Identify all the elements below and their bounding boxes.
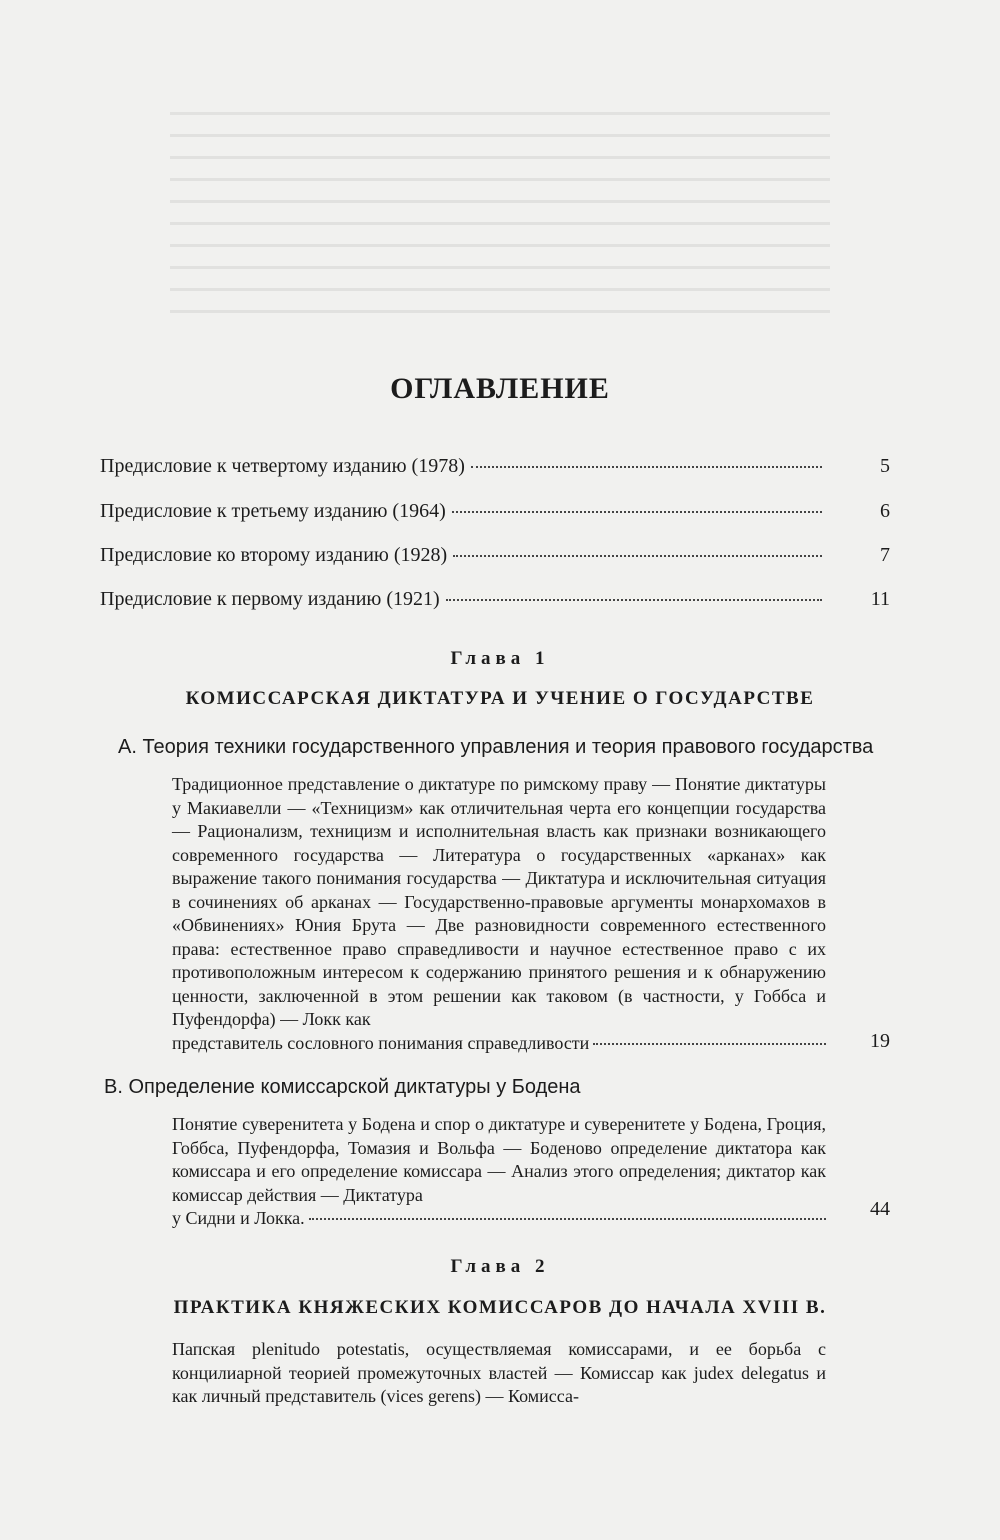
section-a-text: Традиционное представление о диктатуре по римскому праву — Понятие диктатуры у Макиавелли — «Техницизм» как отличительная черта его концепции государства — Рационализм, техницизм и исполнительная власть как признаки возникающего современного государства — Литература о государственных «арканах» как выражение такого понимания государства — Диктатура и исключительная ситуация в сочинениях об арканах — Государственно-правовые аргументы монархомахов в «Обвинениях» Юния Брута — Две разновидности современного естественного права: естественное право справедливости и научное естественное право с их противоположным интересом к содержанию принятого решения и к обнаружению ценности, заключенной в этом решении как таковом (в частности, у Гоббса и Пуфендорфа) — Локк как	[172, 774, 826, 1029]
section-a-summary	[172, 773, 826, 1055]
dot-leader	[309, 1218, 826, 1220]
toc-entry-label: Предисловие к четвертому изданию (1978)	[100, 455, 465, 477]
chapter-1-label: Глава 1	[450, 648, 550, 669]
dot-leader	[471, 465, 822, 468]
toc-entry-page: 11	[870, 588, 890, 610]
dot-leader	[453, 554, 822, 557]
toc-entry-page: 7	[880, 544, 890, 566]
toc-entry-label: Предисловие к первому изданию (1921)	[100, 588, 440, 610]
section-b-tail-line	[172, 1207, 826, 1231]
page-title: ОГЛАВЛЕНИЕ	[390, 372, 610, 405]
toc-entry-label: Предисловие к третьему изданию (1964)	[100, 500, 446, 522]
toc-entry	[100, 544, 890, 574]
chapter-2-summary	[172, 1338, 826, 1409]
section-b-page: 44	[870, 1198, 890, 1220]
section-a-page: 19	[870, 1030, 890, 1052]
dot-leader	[593, 1043, 826, 1045]
toc-entry	[100, 455, 890, 485]
dot-leader	[446, 598, 822, 601]
section-a-tail-text: представитель сословного понимания справедливости	[172, 1032, 590, 1053]
toc-entry	[100, 588, 890, 618]
toc-entry-page: 5	[880, 455, 890, 477]
section-a-heading: А. Теория техники государственного управления и теория правового государства	[118, 736, 874, 758]
section-b-text: Понятие суверенитета у Бодена и спор о диктатуре и суверенитете у Бодена, Гроция, Гоббса, Пуфендорфа, Томазия и Вольфа — Боденово определение диктатора как комиссара и его определение комиссара — Анализ этого определения; диктатор как комиссар действия — Диктатура	[172, 1114, 826, 1205]
bleed-through-text	[170, 112, 830, 342]
chapter-2-label: Глава 2	[450, 1256, 550, 1277]
section-a-tail-line	[172, 1032, 826, 1056]
section-b-summary	[172, 1113, 826, 1231]
toc-entry	[100, 500, 890, 530]
section-b-tail-text: у Сидни и Локка.	[172, 1208, 305, 1228]
chapter-2-text: Папская plenitudo potestatis, осуществляемая комиссарами, и ее борьба с концилиарной теорией промежуточных властей — Комиссар как judex delegatus и как личный представитель (vices gerens) — Комисса-	[172, 1339, 826, 1406]
toc-entry-page: 6	[880, 500, 890, 522]
dot-leader	[452, 510, 822, 513]
chapter-1-title: КОМИССАРСКАЯ ДИКТАТУРА И УЧЕНИЕ О ГОСУДАРСТВЕ	[185, 688, 815, 709]
chapter-2-title: ПРАКТИКА КНЯЖЕСКИХ КОМИССАРОВ ДО НАЧАЛА XVIII В.	[173, 1297, 827, 1318]
section-b-heading: В. Определение комиссарской диктатуры у Бодена	[104, 1076, 581, 1098]
toc-entry-label: Предисловие ко второму изданию (1928)	[100, 544, 448, 566]
